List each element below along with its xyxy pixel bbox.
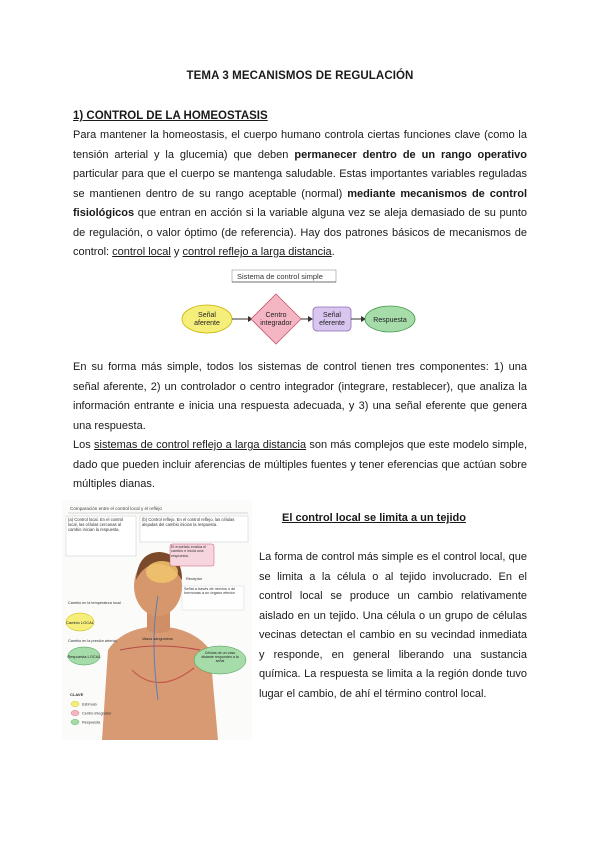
reflex-paragraph: Los sistemas de control reflejo a larga distancia son más complejos que este modelo simple, dado que pueden incluir aferencias de múltiples fuentes y tener eferencias que actúan sobre múltiples dianas. [73, 439, 527, 490]
key-item-0: Estímulo [82, 702, 97, 707]
components-paragraph: En su forma más simple, todos los sistemas de control tienen tres componentes: 1) una señal aferente, 2) un controlador o centro integrador (integrare, restablecer), que analiza la información entrante e inicia una respuesta adecuada, y 3) una señal eferente que genera una respuesta. [73, 361, 527, 432]
key-item-2: Respuesta [82, 720, 101, 725]
vessels-label: Vasos sanguíneos [142, 637, 173, 641]
local-response-label: Respuesta LOCAL [67, 654, 101, 659]
response-label: Respuesta [373, 317, 407, 324]
local-change-label: Cambio LOCAL [65, 620, 95, 625]
term-reflex-systems: sistemas de control reflejo a larga distancia [94, 439, 307, 451]
key-stimulus-swatch [71, 701, 79, 706]
section-heading: 1) CONTROL DE LA HOMEOSTASIS [73, 110, 268, 122]
local-control-paragraph: La forma de control más simple es el control local, que se limita a la célula o al tejido involucrado. En el control local se produce un cambio relativamente aislado en un tejido. Una célula o un grupo de células vecinas detectan el cambio en su vecindad inmediata y responde, en general liberando una sustancia química. La respuesta se limita a la región donde tuvo lugar el cambio, de ahí el término control local. [259, 551, 527, 700]
efferent-signal-node [313, 307, 351, 331]
page-title: TEMA 3 MECANISMOS DE REGULACIÓN [186, 70, 414, 82]
signal-note: Señal a través de nervios o de hormonas a un órgano efector [184, 587, 236, 596]
afferent-label-line2: aferente [194, 320, 220, 327]
intro-paragraph: Para mantener la homeostasis, el cuerpo humano controla ciertas funciones clave (como la tensión arterial y la glucemia) que deben permanecer dentro de un rango operativo particular para que el cuerpo se mantenga saludable. Estas importantes variables reguladas se mantienen dentro de su rango aceptable (normal) mediante mecanismos de control fisiológicos que entran en acción si la variable alguna vez se aleja demasiado de su punto de regulación, o valor óptimo (de referencia). Hay dos patrones básicos de mecanismos de control: control local y control reflejo a larga distancia. [73, 129, 527, 258]
temp-label: Cambio en la temperatura local [68, 601, 121, 605]
arrowhead-2 [308, 316, 313, 322]
integrator-label-line1: Centro [265, 312, 287, 319]
integrator-center-node [251, 294, 301, 344]
receptor-label: Receptor [186, 576, 203, 581]
panel-b-label: (b) Control reflejo. En el control reflejo, las células alejadas del cambio inician la respuesta. [142, 517, 235, 527]
local-vs-reflex-figure [62, 500, 252, 740]
key-integrator-swatch [71, 710, 79, 715]
afferent-signal-node [182, 305, 232, 333]
pressure-label: Cambio en la presión arterial [68, 639, 117, 643]
term-reflex-control: control reflejo a larga distancia [182, 246, 332, 258]
figure-caption: Comparación entre el control local y el reflejo [70, 506, 162, 511]
term-local-control: control local [112, 246, 171, 258]
local-control-heading: El control local se limita a un tejido [282, 512, 466, 524]
diagram-title: Sistema de control simple [237, 272, 323, 281]
simple-control-diagram [180, 268, 420, 346]
efferent-label-line2: eferente [319, 320, 345, 327]
key-response-swatch [71, 719, 79, 724]
remote-response-note: Células de un vaso distante responden a la señal [201, 651, 239, 664]
key-title: CLAVE [70, 692, 84, 697]
key-item-1: Centro integrador [82, 711, 112, 716]
brain-note: El encéfalo evalúa el cambio e inicia una respuesta. [171, 545, 207, 558]
efferent-label-line1: Señal [323, 312, 341, 319]
integrator-label-line2: integrador [260, 320, 292, 327]
panel-a-label: (a) Control local. En el control local, las células cercanas al cambio inician la respuesta. [68, 517, 124, 532]
afferent-label-line1: Señal [198, 312, 216, 319]
